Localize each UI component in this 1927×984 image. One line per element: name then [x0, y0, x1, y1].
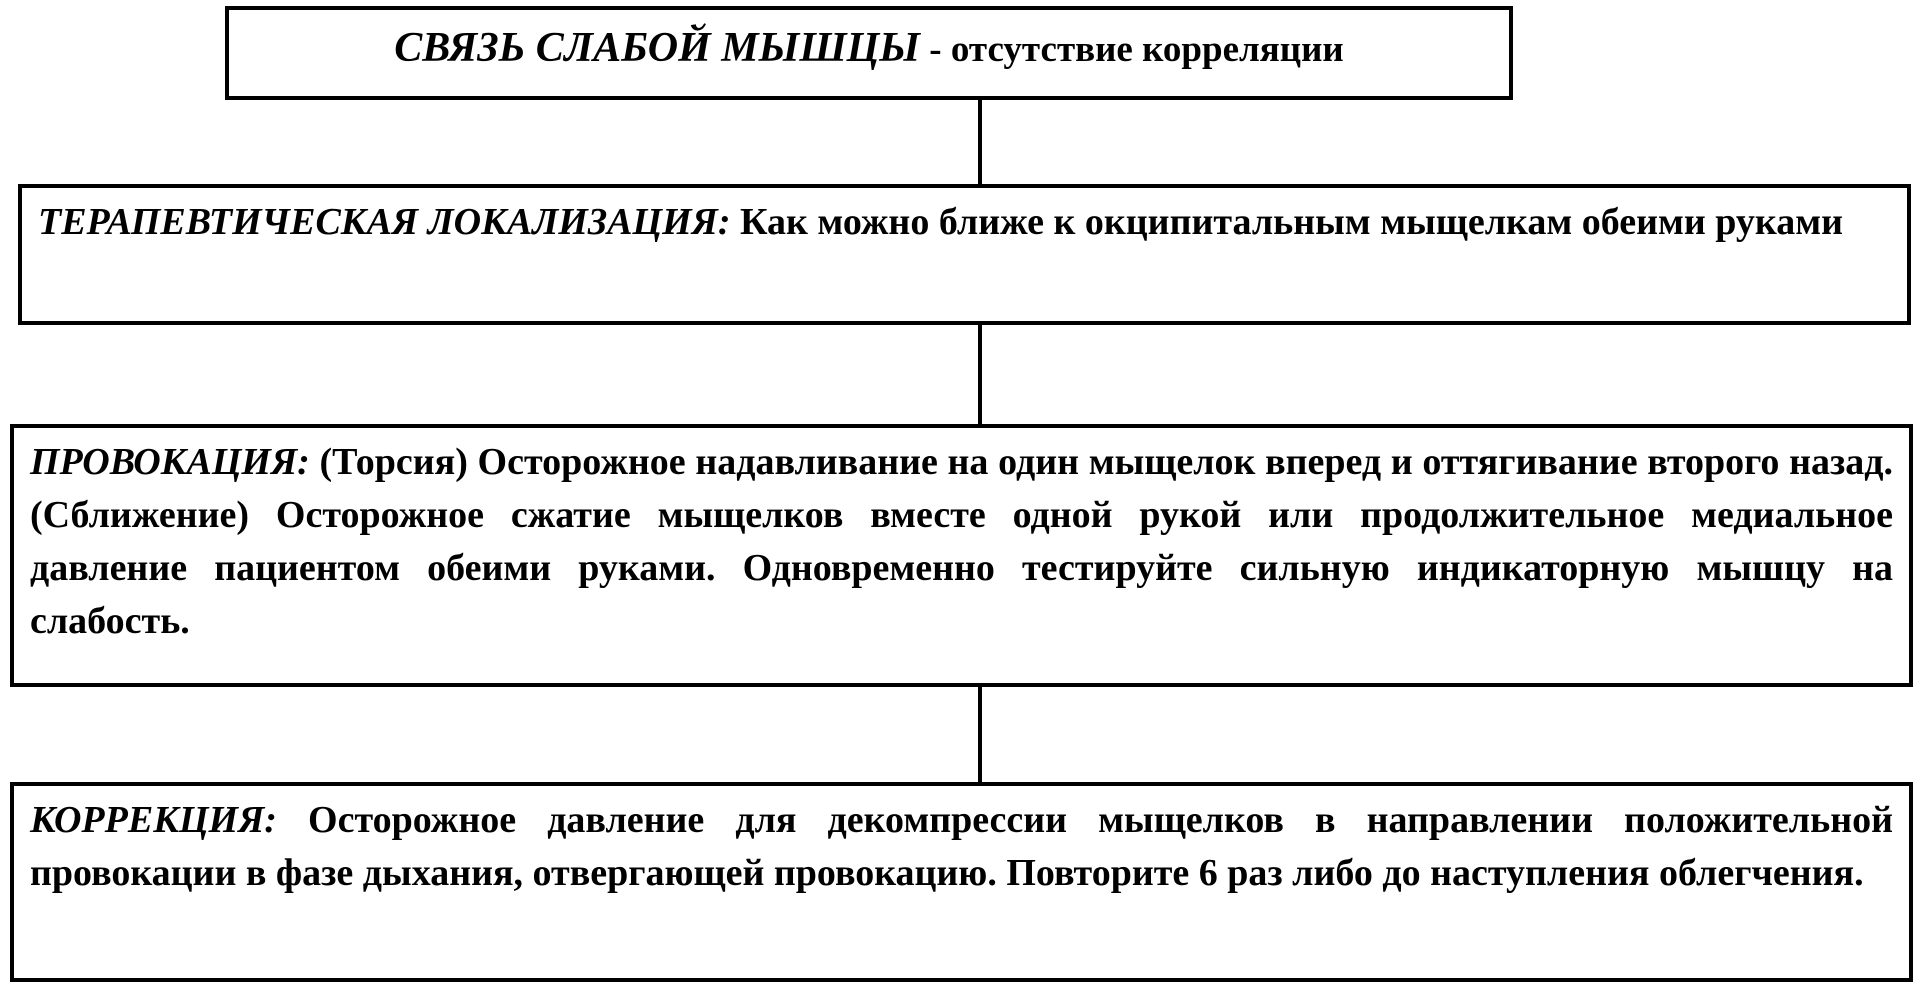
therapeutic-localization-lead: ТЕРАПЕВТИЧЕСКАЯ ЛОКАЛИЗАЦИЯ: — [38, 201, 731, 243]
provocation-lead: ПРОВОКАЦИЯ: — [30, 441, 310, 483]
correction-lead: КОРРЕКЦИЯ: — [30, 799, 277, 841]
connector-line — [978, 98, 982, 186]
title-lead: СВЯЗЬ СЛАБОЙ МЫШЦЫ — [394, 25, 920, 71]
provocation-text: (Торсия) Осторожное надавливание на один мыщелок вперед и оттягивание второго назад. (Сближение) Осторожное сжатие мыщелков вместе одной рукой или продолжительное медиальное давление пациентом обеими руками. Одновременно тестируйте сильную индикаторную мышцу на слабость. — [30, 441, 1893, 642]
connector-line — [978, 323, 982, 426]
connector-line — [978, 685, 982, 784]
provocation-box — [10, 424, 1913, 687]
title-rest: - отсутствие корреляции — [920, 29, 1344, 70]
correction-text: Осторожное давление для декомпрессии мыщелков в направлении положительной провокации в фазе дыхания, отвергающей провокацию. Повторите 6 раз либо до наступления облегчения. — [30, 799, 1893, 894]
therapeutic-localization-text: Как можно ближе к окципитальным мыщелкам обеими руками — [730, 201, 1843, 243]
therapeutic-localization-box — [18, 184, 1911, 325]
title-box — [225, 6, 1513, 100]
correction-box — [10, 782, 1913, 982]
